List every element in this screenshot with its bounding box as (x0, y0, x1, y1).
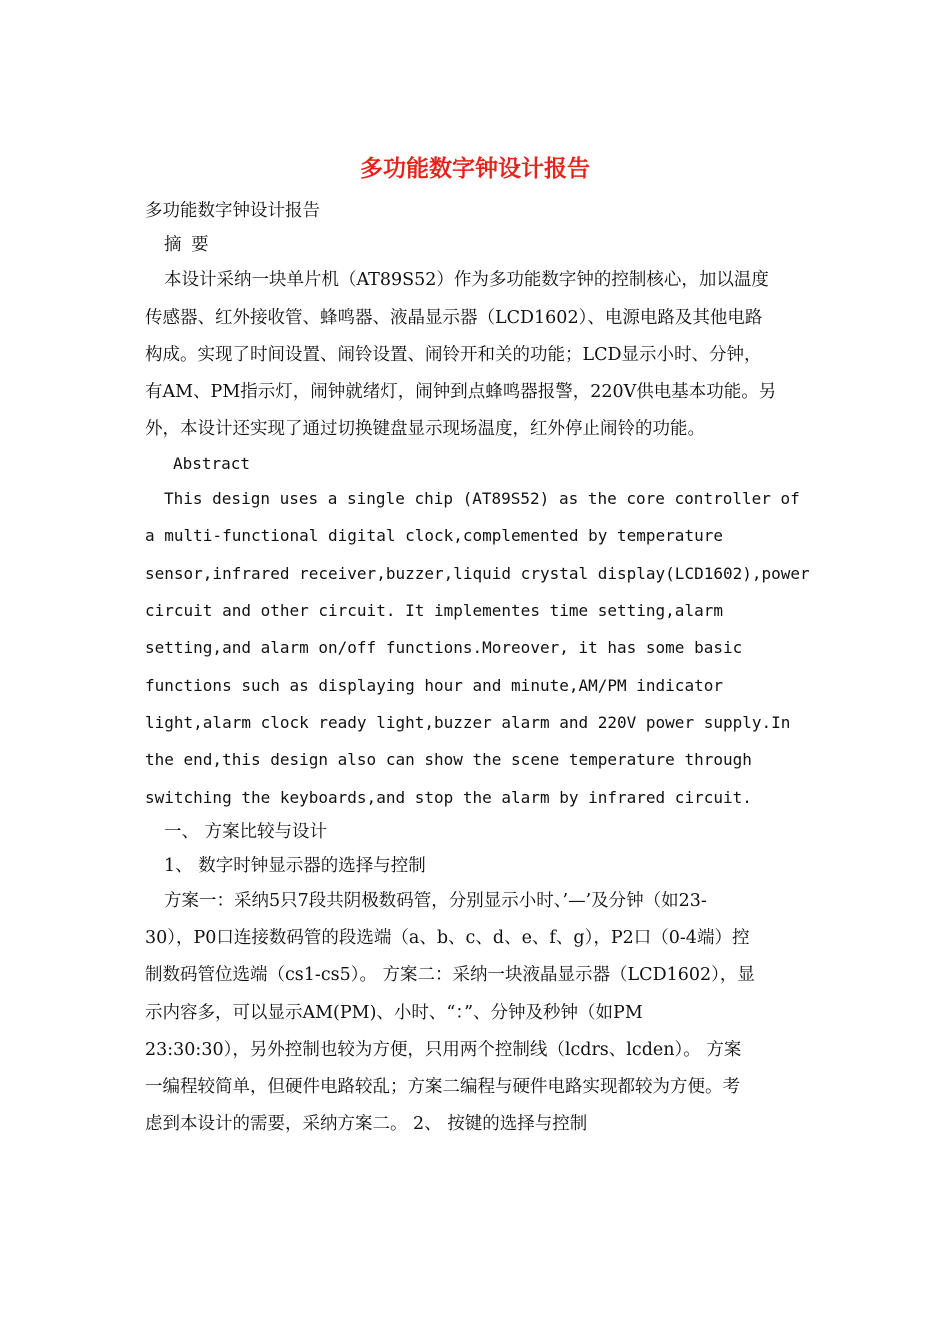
document-title: 多功能数字钟设计报告 (360, 156, 590, 182)
body-line: 虑到本设计的需要，采纳方案二。 2、 按键的选择与控制 (145, 1114, 588, 1134)
abstract-en-line: switching the keyboards,and stop the alarm by infrared circuit. (145, 788, 752, 807)
abstract-en-line: This design uses a single chip (AT89S52) as the core controller of (164, 489, 800, 508)
body-line: 30），P0口连接数码管的段选端（a、b、c、d、e、f、g），P2口（0-4端）控 (145, 928, 750, 948)
abstract-en-line: circuit and other circuit. It implementes time setting,alarm (145, 601, 723, 620)
body-line: 方案一：采纳5只7段共阴极数码管，分别显示小时、’—’及分钟（如23- (164, 891, 707, 911)
abstract-en-line: setting,and alarm on/off functions.Moreover, it has some basic (145, 638, 743, 657)
abstract-en-line: a multi-functional digital clock,complemented by temperature (145, 526, 723, 545)
abstract-cn-line: 传感器、红外接收管、蜂鸣器、液晶显示器（LCD1602）、电源电路及其他电路 (145, 308, 763, 328)
subtitle: 多功能数字钟设计报告 (145, 201, 320, 221)
abstract-en-line: light,alarm clock ready light,buzzer alarm and 220V power supply.In (145, 713, 791, 732)
abstract-en-line: sensor,infrared receiver,buzzer,liquid crystal display(LCD1602),power (145, 564, 810, 583)
abstract-cn-line: 构成。实现了时间设置、闹铃设置、闹铃开和关的功能；LCD显示小时、分钟， (145, 345, 762, 365)
body-line: 示内容多，可以显示AM(PM)、小时、“：”、分钟及秒钟（如PM (145, 1003, 643, 1023)
abstract-en-line: functions such as displaying hour and minute,AM/PM indicator (145, 676, 723, 695)
abstract-cn-line: 外，本设计还实现了通过切换键盘显示现场温度，红外停止闹铃的功能。 (145, 419, 705, 439)
subsection-heading: 1、 数字时钟显示器的选择与控制 (164, 856, 426, 876)
abstract-en-line: the end,this design also can show the scene temperature through (145, 750, 752, 769)
abstract-en-heading: Abstract (173, 454, 251, 473)
abstract-heading: 摘 要 (164, 235, 211, 255)
body-line: 一编程较简单，但硬件电路较乱；方案二编程与硬件电路实现都较为方便。考 (145, 1077, 740, 1097)
section-heading: 一、 方案比较与设计 (164, 822, 328, 842)
abstract-cn-line: 本设计采纳一块单片机（AT89S52）作为多功能数字钟的控制核心，加以温度 (164, 270, 769, 290)
body-line: 制数码管位选端（cs1-cs5）。 方案二：采纳一块液晶显示器（LCD1602），显 (145, 965, 755, 985)
body-line: 23:30:30），另外控制也较为方便，只用两个控制线（lcdrs、lcden）。 方案 (145, 1040, 742, 1060)
abstract-cn-line: 有AM、PM指示灯，闹钟就绪灯，闹钟到点蜂鸣器报警，220V供电基本功能。另 (145, 382, 777, 402)
